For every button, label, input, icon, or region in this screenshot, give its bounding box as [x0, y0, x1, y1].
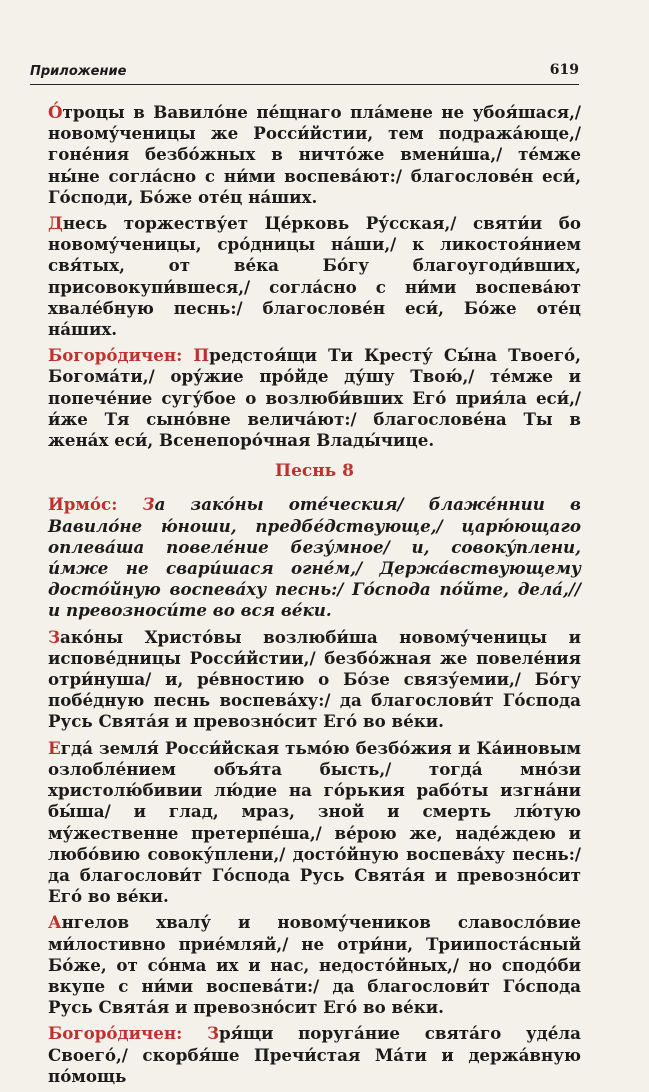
- irmos: [48, 494, 581, 621]
- section-title: Приложение: [30, 64, 127, 79]
- irmos-text: а зако́ны оте́ческия/ блаже́ннии в Вавило́не ю́ноши, предбе́дствующе,/ царю́ющаго оплева́ша повеле́ние безу́мное/ и, совоку́плени, и́мже не свари́шася огне́м,/ Держа́вствующему досто́йную воспева́ху песнь:/ Го́спода по́йте, дела́,// и превозноси́те во вся ве́ки.: [48, 494, 581, 621]
- irmos-label: Ирмо́с:: [48, 494, 143, 515]
- troparion-text: несь торжеству́ет Це́рковь Ру́сская,/ святи́и бо новому́ченицы, сро́дницы на́ши,/ к ликостоя́нием свя́тых, от ве́ка Бо́гу благоугоди́вших, присовокупи́вшеся,/ согла́сно с ни́ми воспева́ют хвале́бную песнь:/ благослове́н еси́, Бо́же оте́ц на́ших.: [48, 213, 581, 340]
- drop-initial: Е: [48, 737, 61, 758]
- troparion-5: [48, 912, 581, 1018]
- drop-initial: З: [48, 626, 61, 647]
- drop-initial: Д: [48, 213, 63, 234]
- drop-initial: З: [142, 494, 155, 515]
- troparion-text: ако́ны Христо́вы возлюби́ша новому́ченицы и испове́дницы Росси́йстии,/ безбо́жная же повеле́ния отри́нуша/ и, ре́вностию о Бо́зе связу́емии,/ Бо́гу побе́дную песнь воспева́ху:/ да благослови́т Го́спода Русь Свята́я и превозно́сит Его́ во ве́ки.: [48, 626, 581, 732]
- troparion-4: [48, 738, 581, 908]
- theotokion-label: Богоро́дичен:: [48, 345, 194, 366]
- theotokion-label: Богоро́дичен:: [48, 1023, 207, 1044]
- theotokion-text: редстоя́щи Ти Кресту́ Сы́на Твоего́, Богома́ти,/ ору́жие про́йде ду́шу Твою́,/ те́мже и попече́ние сугу́бое о возлюби́вших Его́ прия́ла еси́,/ и́же Тя сыно́вне велича́ют:/ благослове́на Ты в жена́х еси́, Всенепоро́чная Влады́чице.: [48, 345, 581, 451]
- troparion-text: нгелов хвалу́ и новому́чеников славосло́вие ми́лостивно прие́мляй,/ не отри́ни, Триипоста́сный Бо́же, от со́нма их и нас, недосто́йных,/ но сподо́би вкупе с ни́ми воспева́ти:/ да благослови́т Го́спода Русь Свята́я и превозно́сит Его́ во ве́ки.: [48, 912, 581, 1018]
- page-number: 619: [549, 62, 579, 78]
- page-body: [48, 102, 581, 1092]
- troparion-text: гда́ земля́ Росси́йская тьмо́ю безбо́жия и Ка́иновым озлобле́нием объя́та бысть,/ тогда́ мно́зи христолю́бивии лю́дие на го́рькия рабо́ты изгна́ни бы́ша/ и глад, мраз, зной и смерть лю́тую му́жественне претерпе́ша,/ ве́рою же, наде́ждею и любо́вию совоку́плени,/ досто́йную воспева́ху песнь:/ да благослови́т Го́спода Русь Свята́я и превозно́сит Его́ во ве́ки.: [48, 737, 581, 907]
- drop-initial: З: [206, 1023, 219, 1044]
- running-header: [30, 58, 579, 85]
- drop-initial: П: [193, 345, 210, 366]
- theotokion-text: ря́щи поруга́ние свята́го уде́ла Своего́,/ скорбя́ше Пречи́стая Ма́ти и держа́вную по́мощь: [48, 1023, 581, 1086]
- drop-initial: А: [48, 912, 62, 933]
- troparion-text: троцы в Вавило́не пе́щнаго пла́мене не убоя́шася,/ новому́ченицы же Росси́йстии, тем подража́юще,/ гоне́ния безбо́жных в ничто́же вмени́ша,/ те́мже ны́не согла́сно с ни́ми воспева́ют:/ благослове́н еси́, Го́споди, Бо́же оте́ц на́ших.: [48, 102, 581, 207]
- theotokion-1: [48, 345, 581, 451]
- troparion-2: [48, 213, 581, 340]
- drop-initial: О́: [48, 102, 63, 122]
- ode-heading: Песнь 8: [275, 461, 354, 482]
- troparion-3: [48, 627, 581, 733]
- troparion-1: [48, 102, 581, 208]
- theotokion-2: [48, 1023, 581, 1087]
